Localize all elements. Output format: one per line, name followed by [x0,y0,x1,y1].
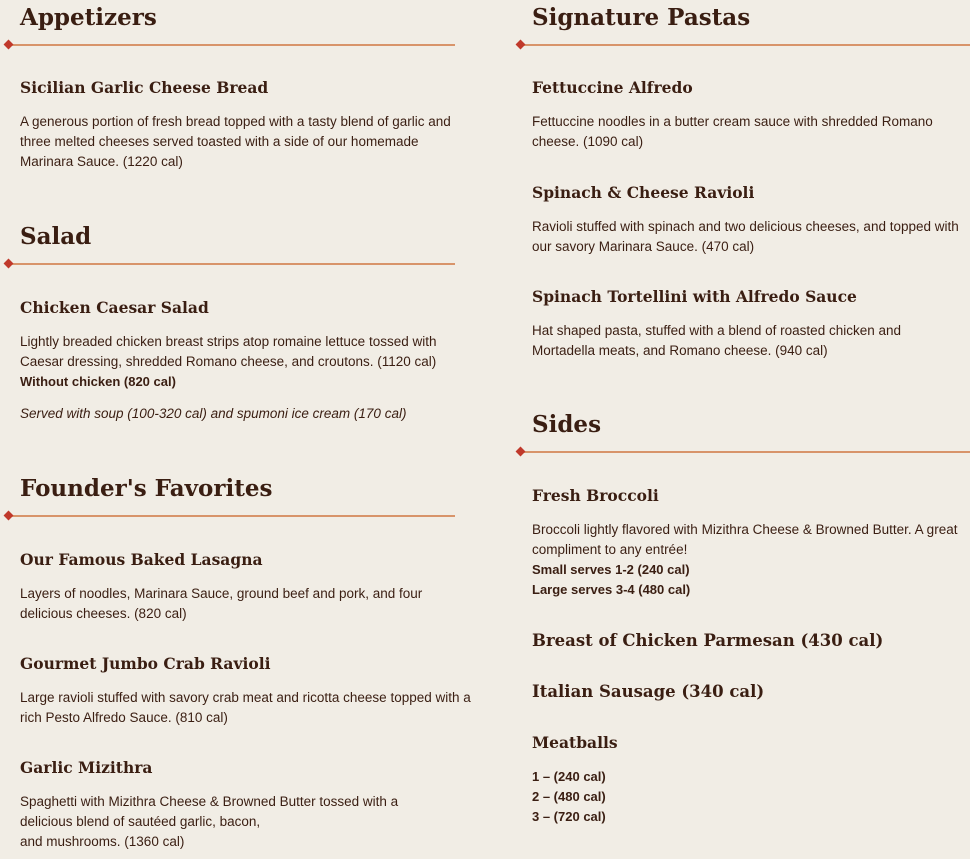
divider-line [520,44,970,46]
diamond-icon [516,447,526,457]
item-variant: 1 – (240 cal) [532,769,606,784]
menu-item [532,287,970,361]
item-variant: Small serves 1-2 (240 cal) [532,562,690,577]
section-divider [532,38,970,52]
diamond-icon [4,511,14,521]
divider-line [520,451,970,453]
item-description: Lightly breaded chicken breast strips atop romaine lettuce tossed with Caesar dressing, shredded Romano cheese, and croutons. (1120 cal) [20,334,437,369]
item-note: Served with soup (100-320 cal) and spumoni ice cream (170 cal) [20,406,407,421]
item-description: Large ravioli stuffed with savory crab meat and ricotta cheese topped with a rich Pesto Alfredo Sauce. (810 cal) [20,690,471,725]
item-variant: 2 – (480 cal) [532,789,606,804]
item-title: Spinach & Cheese Ravioli [532,183,755,202]
founders-section [20,475,478,523]
item-title: Italian Sausage (340 cal) [532,682,765,701]
menu-item [532,486,970,600]
section-divider [20,38,455,52]
menu-item [20,758,478,852]
item-description: A generous portion of fresh bread topped with a tasty blend of garlic and three melted cheeses served toasted with a side of our homemade Marinara Sauce. (1220 cal) [20,114,451,169]
item-description: Layers of noodles, Marinara Sauce, ground beef and pork, and four delicious cheeses. (820 cal) [20,586,423,621]
item-description: Spaghetti with Mizithra Cheese & Browned Butter tossed with a delicious blend of sautéed garlic, bacon, [20,794,399,829]
section-divider [20,509,455,523]
divider-line [8,44,455,46]
menu-item [532,183,970,257]
item-variant: 3 – (720 cal) [532,809,606,824]
item-description: Hat shaped pasta, stuffed with a blend of roasted chicken and Mortadella meats, and Romano cheese. (940 cal) [532,323,901,358]
diamond-icon [516,40,526,50]
menu-item [532,733,970,827]
item-title: Fettuccine Alfredo [532,78,693,97]
item-variant: Without chicken (820 cal) [20,374,176,389]
divider-line [8,515,455,517]
item-description: Ravioli stuffed with spinach and two delicious cheeses, and topped with our savory Marinara Sauce. (470 cal) [532,219,959,254]
sides-section [532,411,970,459]
section-divider [532,445,970,459]
menu-item [532,78,970,152]
diamond-icon [4,259,14,269]
section-title-sides: Sides [532,411,602,438]
appetizers-section [20,4,478,52]
item-description-cont: and mushrooms. (1360 cal) [20,834,185,849]
item-title: Our Famous Baked Lasagna [20,550,263,569]
menu-item [20,298,478,424]
item-title: Gourmet Jumbo Crab Ravioli [20,654,271,673]
section-title-pastas: Signature Pastas [532,4,751,31]
salad-section [20,223,478,271]
diamond-icon [4,40,14,50]
menu-item [20,78,478,172]
section-divider [20,257,455,271]
item-variant: Large serves 3-4 (480 cal) [532,582,691,597]
menu-item [20,550,478,624]
menu-item [20,654,478,728]
item-description: Fettuccine noodles in a butter cream sauce with shredded Romano cheese. (1090 cal) [532,114,933,149]
item-title: Spinach Tortellini with Alfredo Sauce [532,287,857,306]
divider-line [8,263,455,265]
item-title: Chicken Caesar Salad [20,298,209,317]
menu-item [532,681,970,703]
item-description: Broccoli lightly flavored with Mizithra Cheese & Browned Butter. A great compliment to any entrée! [532,522,958,557]
section-title-salad: Salad [20,223,92,250]
item-title: Meatballs [532,733,618,752]
menu-item [532,630,970,652]
section-title-founders: Founder's Favorites [20,475,273,502]
item-title: Breast of Chicken Parmesan (430 cal) [532,631,884,650]
section-title-appetizers: Appetizers [20,4,157,31]
item-title: Fresh Broccoli [532,486,659,505]
pastas-section [532,4,970,52]
item-title: Sicilian Garlic Cheese Bread [20,78,269,97]
item-title: Garlic Mizithra [20,758,153,777]
